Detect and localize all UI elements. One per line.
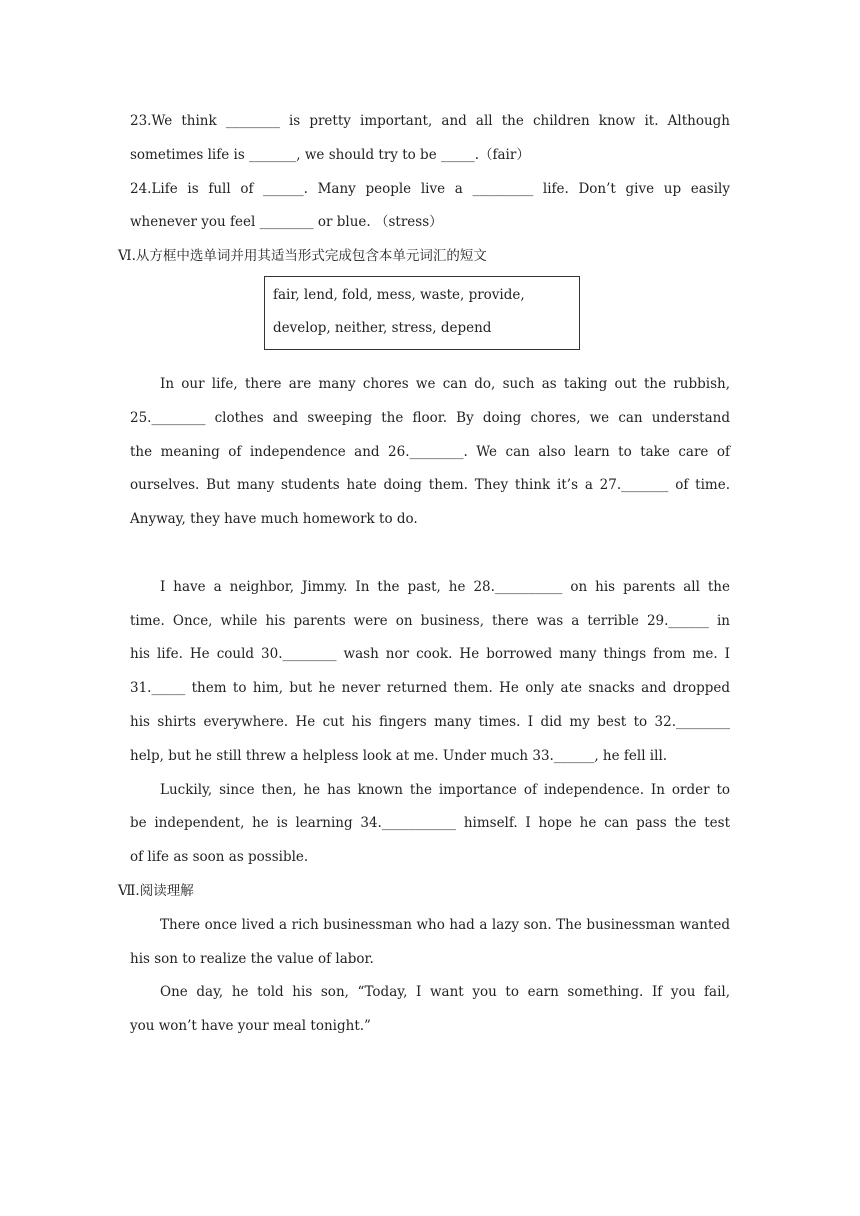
passage-1-line-5: Anyway, they have much homework to do. bbox=[130, 511, 418, 528]
reading-p2-line-2: you won’t have your meal tonight.” bbox=[130, 1018, 371, 1035]
question-24-line-2: whenever you feel ________ or blue. （stress） bbox=[130, 214, 443, 231]
passage-3-line-3: of life as soon as possible. bbox=[130, 849, 309, 866]
word-bank-box bbox=[264, 276, 580, 350]
passage-1 bbox=[130, 368, 730, 537]
passage-2 bbox=[130, 571, 730, 774]
word-bank-line-2: develop, neither, stress, depend bbox=[273, 319, 492, 336]
passage-2-line-6: help, but he still threw a helpless look at me. Under much 33.______, he fell ill. bbox=[130, 747, 668, 764]
spacer bbox=[130, 537, 730, 571]
reading-p1-line-2: his son to realize the value of labor. bbox=[130, 950, 374, 967]
passage-1-line-1: In our life, there are many chores we can do, such as taking out the rubbish, bbox=[160, 375, 730, 392]
passage-2-line-3: his life. He could 30.________ wash nor cook. He borrowed many things from me. I bbox=[130, 646, 730, 663]
question-23-line-1: 23.We think ________ is pretty important, and all the children know it. Although bbox=[130, 113, 730, 129]
question-24-line-1: 24.Life is full of ______. Many people live a _________ life. Don’t give up easily bbox=[130, 180, 730, 197]
reading-p1-line-1: There once lived a rich businessman who had a lazy son. The businessman wanted bbox=[160, 916, 730, 933]
question-23-line-2: sometimes life is _______, we should try to be _____.（fair） bbox=[130, 146, 530, 163]
passage-3 bbox=[130, 774, 730, 875]
section-6-heading: Ⅵ.从方框中选单词并用其适当形式完成包含本单元词汇的短文 bbox=[118, 248, 487, 265]
section-7-heading: Ⅶ.阅读理解 bbox=[118, 882, 194, 899]
reading-p2-line-1: One day, he told his son, “Today, I want you to earn something. If you fail, bbox=[160, 984, 730, 1001]
reading-paragraph-2 bbox=[130, 976, 730, 1044]
passage-3-line-1: Luckily, since then, he has known the importance of independence. In order to bbox=[160, 781, 730, 798]
word-bank-line-1: fair, lend, fold, mess, waste, provide, bbox=[273, 286, 525, 303]
document-page bbox=[118, 105, 730, 1044]
reading-paragraph-1 bbox=[130, 909, 730, 977]
passage-1-line-2: 25.________ clothes and sweeping the floor. By doing chores, we can understand bbox=[130, 409, 730, 426]
passage-1-line-4: ourselves. But many students hate doing them. They think it’s a 27._______ of time. bbox=[130, 477, 730, 494]
passage-2-line-5: his shirts everywhere. He cut his fingers many times. I did my best to 32.________ bbox=[130, 713, 730, 730]
question-23 bbox=[130, 105, 730, 173]
passage-2-line-1: I have a neighbor, Jimmy. In the past, he 28.__________ on his parents all the bbox=[160, 578, 730, 595]
passage-1-line-3: the meaning of independence and 26.________. We can also learn to take care of bbox=[130, 443, 730, 460]
passage-3-line-2: be independent, he is learning 34.___________ himself. I hope he can pass the test bbox=[130, 815, 730, 832]
passage-2-line-2: time. Once, while his parents were on business, there was a terrible 29.______ in bbox=[130, 612, 730, 629]
passage-2-line-4: 31._____ them to him, but he never returned them. He only ate snacks and dropped bbox=[130, 680, 730, 697]
question-24 bbox=[130, 173, 730, 241]
spacer bbox=[130, 350, 730, 368]
